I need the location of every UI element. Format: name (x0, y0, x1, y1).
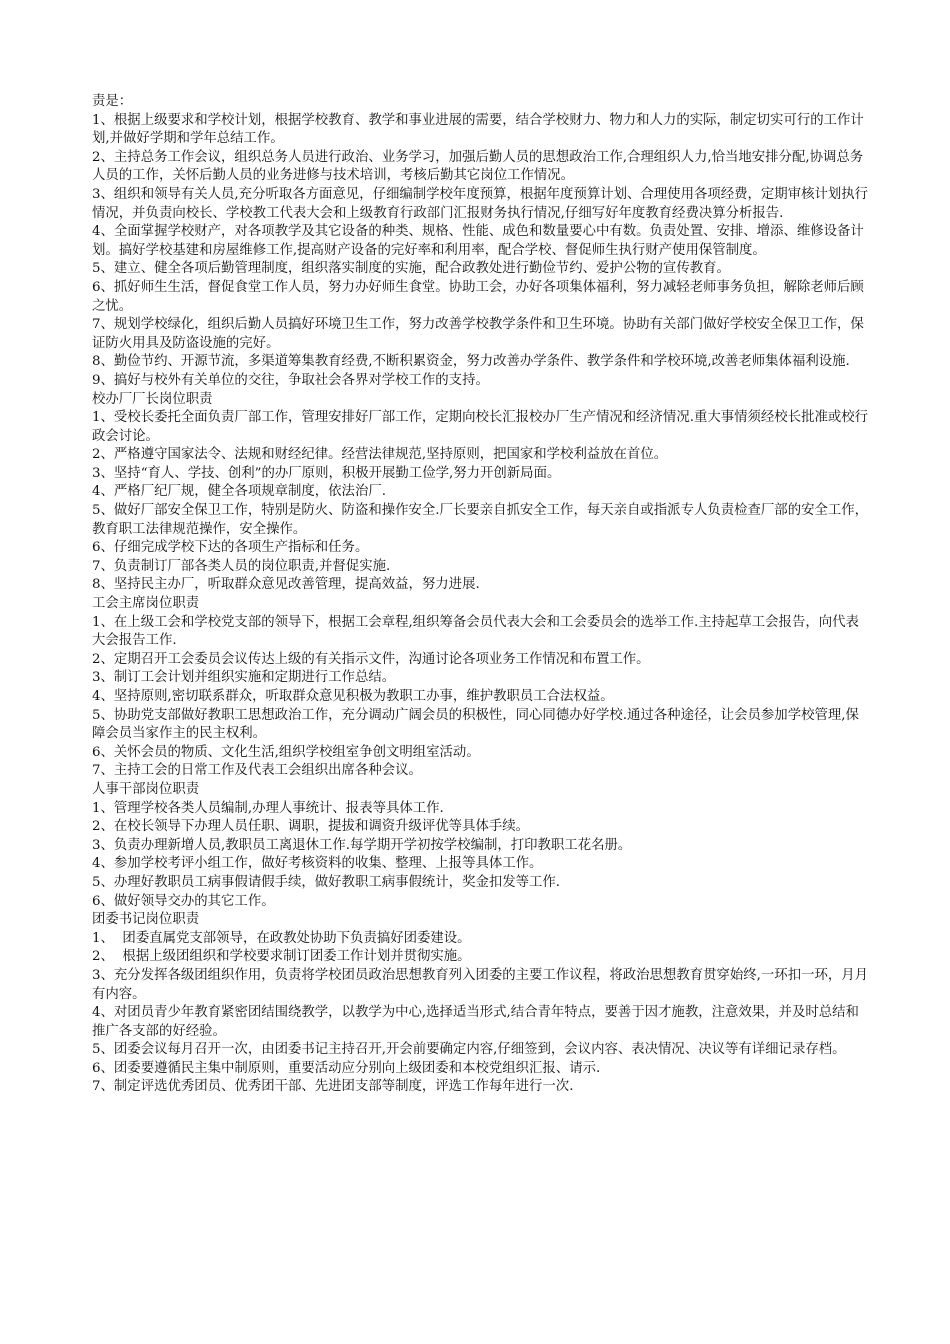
paragraph-item: 2、在校长领导下办理人员任职、调职，提拔和调资升级评优等具体手续。 (92, 819, 530, 835)
paragraph-item: 3、组织和领导有关人员,充分听取各方面意见，仔细编制学校年度预算，根据年度预算计划、合理使用各项经费，定期审核计划执行情况，并负责向校长、学校教工代表大会和上级教育行政部门汇报财务执行情况,仔细写好年度教育经费决算分析报告. (92, 186, 869, 221)
paragraph-item: 5、做好厂部安全保卫工作，特别是防火、防盗和操作安全.厂长要亲自抓安全工作，每天亲自或指派专人负责检查厂部的安全工作，教育职工法律规范操作，安全操作。 (92, 503, 869, 537)
paragraph-item: 6、抓好师生生活，督促食堂工作人员，努力办好师生食堂。协助工会，办好各项集体福利，努力减轻老师事务负担，解除老师后顾之忧。 (92, 279, 864, 314)
intro-heading: 责是： (92, 94, 133, 109)
paragraph-item: 2、主持总务工作会议，组织总务人员进行政治、业务学习，加强后勤人员的思想政治工作,合理组织人力,恰当地安排分配,协调总务人员的工作，关怀后勤人员的业务进修与技术培训，考核后勤其它岗位工作情况。 (92, 149, 864, 184)
paragraph-item: 4、全面掌握学校财产，对各项教学及其它设备的种类、规格、性能、成色和数量要心中有数。负责处置、安排、增添、维修设备计划。搞好学校基建和房屋维修工作,提高财产设备的完好率和利用率，配合学校、督促师生执行财产使用保管制度。 (92, 224, 864, 258)
paragraph-item: 8、坚持民主办厂，听取群众意见改善管理，提高效益，努力进展. (92, 577, 480, 593)
paragraph-item: 5、团委会议每月召开一次，由团委书记主持召开,开会前要确定内容,仔细签到，会议内容、表决情况、决议等有详细记录存档。 (92, 1042, 846, 1058)
paragraph-item: 3、坚持“育人、学技、创利”的办厂原则，积极开展勤工俭学,努力开创新局面。 (92, 465, 561, 481)
paragraph-item: 3、制订工会计划并组织实施和定期进行工作总结。 (92, 670, 396, 686)
paragraph-item: 3、负责办理新增人员,教职员工离退休工作.每学期开学初按学校编制，打印教职工花名册。 (92, 837, 632, 853)
paragraph-item: 4、参加学校考评小组工作，做好考核资料的收集、整理、上报等具体工作。 (92, 856, 543, 872)
paragraph-item: 7、主持工会的日常工作及代表工会组织出席各种会议。 (92, 763, 422, 779)
paragraph-item: 6、做好领导交办的其它工作。 (92, 893, 275, 909)
section-heading: 人事干部岗位职责 (92, 781, 200, 797)
paragraph-item: 9、搞好与校外有关单位的交往，争取社会各界对学校工作的支持。 (92, 372, 489, 388)
paragraph-item: 2、定期召开工会委员会议传达上级的有关指示文件，沟通讨论各项业务工作情况和布置工作。 (92, 651, 650, 667)
paragraph-item: 6、关怀会员的物质、文化生活,组织学校组室争创文明组室活动。 (92, 744, 480, 760)
paragraph-item: 4、严格厂纪厂规，健全各项规章制度，依法治厂. (92, 484, 386, 500)
paragraph-item: 6、仔细完成学校下达的各项生产指标和任务。 (92, 540, 369, 556)
section-heading: 校办厂厂长岗位职责 (92, 391, 213, 407)
paragraph-item: 5、建立、健全各项后勤管理制度，组织落实制度的实施，配合政教处进行勤俭节约、爱护公物的宣传教育。 (92, 261, 730, 277)
paragraph-item: 6、团委要遵循民主集中制原则，重要活动应分别向上级团委和本校党组织汇报、请示. (92, 1060, 601, 1076)
paragraph-item: 2、严格遵守国家法令、法规和财经纪律。经营法律规范,坚持原则，把国家和学校利益放在首位。 (92, 447, 668, 463)
paragraph-item: 5、协助党支部做好教职工思想政治工作，充分调动广阔会员的积极性，同心同德办好学校.通过各种途径，让会员参加学校管理,保障会员当家作主的民主权利。 (92, 707, 859, 742)
paragraph-item: 7、负责制订厂部各类人员的岗位职责,并督促实施. (92, 558, 391, 574)
paragraph-item: 7、规划学校绿化，组织后勤人员搞好环境卫生工作，努力改善学校教学条件和卫生环境。协助有关部门做好学校安全保卫工作，保证防火用具及防盗设施的完好。 (92, 317, 864, 351)
paragraph-item: 1、受校长委托全面负责厂部工作，管理安排好厂部工作，定期向校长汇报校办厂生产情况和经济情况.重大事情须经校长批准或校行政会讨论。 (92, 410, 869, 444)
paragraph-item: 3、充分发挥各级团组织作用，负责将学校团员政治思想教育列入团委的主要工作议程，将政治思想教育贯穿始终,一环扣一环，月月有内容。 (92, 967, 869, 1002)
paragraph-item: 2、 根据上级团组织和学校要求制订团委工作计划并贯彻实施。 (92, 949, 471, 965)
paragraph-item: 4、对团员青少年教育紧密团结围绕教学，以教学为中心,选择适当形式,结合青年特点，要善于因才施教，注意效果，并及时总结和推广各支部的好经验。 (92, 1005, 859, 1039)
paragraph-item: 1、管理学校各类人员编制,办理人事统计、报表等具体工作. (92, 800, 444, 816)
paragraph-item: 1、根据上级要求和学校计划，根据学校教育、教学和事业进展的需要，结合学校财力、物力和人力的实际，制定切实可行的工作计划,并做好学期和学年总结工作。 (92, 112, 864, 147)
paragraph-item: 4、坚持原则,密切联系群众，听取群众意见积极为教职工办事，维护教职员工合法权益。 (92, 689, 614, 704)
paragraph-item: 8、勤俭节约、开源节流，多渠道筹集教育经费,不断积累资金，努力改善办学条件、教学条件和学校环境,改善老师集体福利设施. (92, 354, 850, 370)
document-body (92, 93, 872, 1097)
paragraph-item: 1、在上级工会和学校党支部的领导下，根据工会章程,组织筹备会员代表大会和工会委员会的选举工作.主持起草工会报告，向代表大会报告工作. (92, 614, 859, 649)
section-heading: 工会主席岗位职责 (92, 596, 200, 612)
section-heading: 团委书记岗位职责 (92, 912, 200, 928)
paragraph-item: 7、制定评选优秀团员、优秀团干部、先进团支部等制度，评选工作每年进行一次. (92, 1079, 574, 1095)
paragraph-item: 5、办理好教职员工病事假请假手续，做好教职工病事假统计，奖金扣发等工作. (92, 874, 561, 890)
paragraph-item: 1、 团委直属党支部领导，在政教处协助下负责搞好团委建设。 (92, 930, 471, 946)
